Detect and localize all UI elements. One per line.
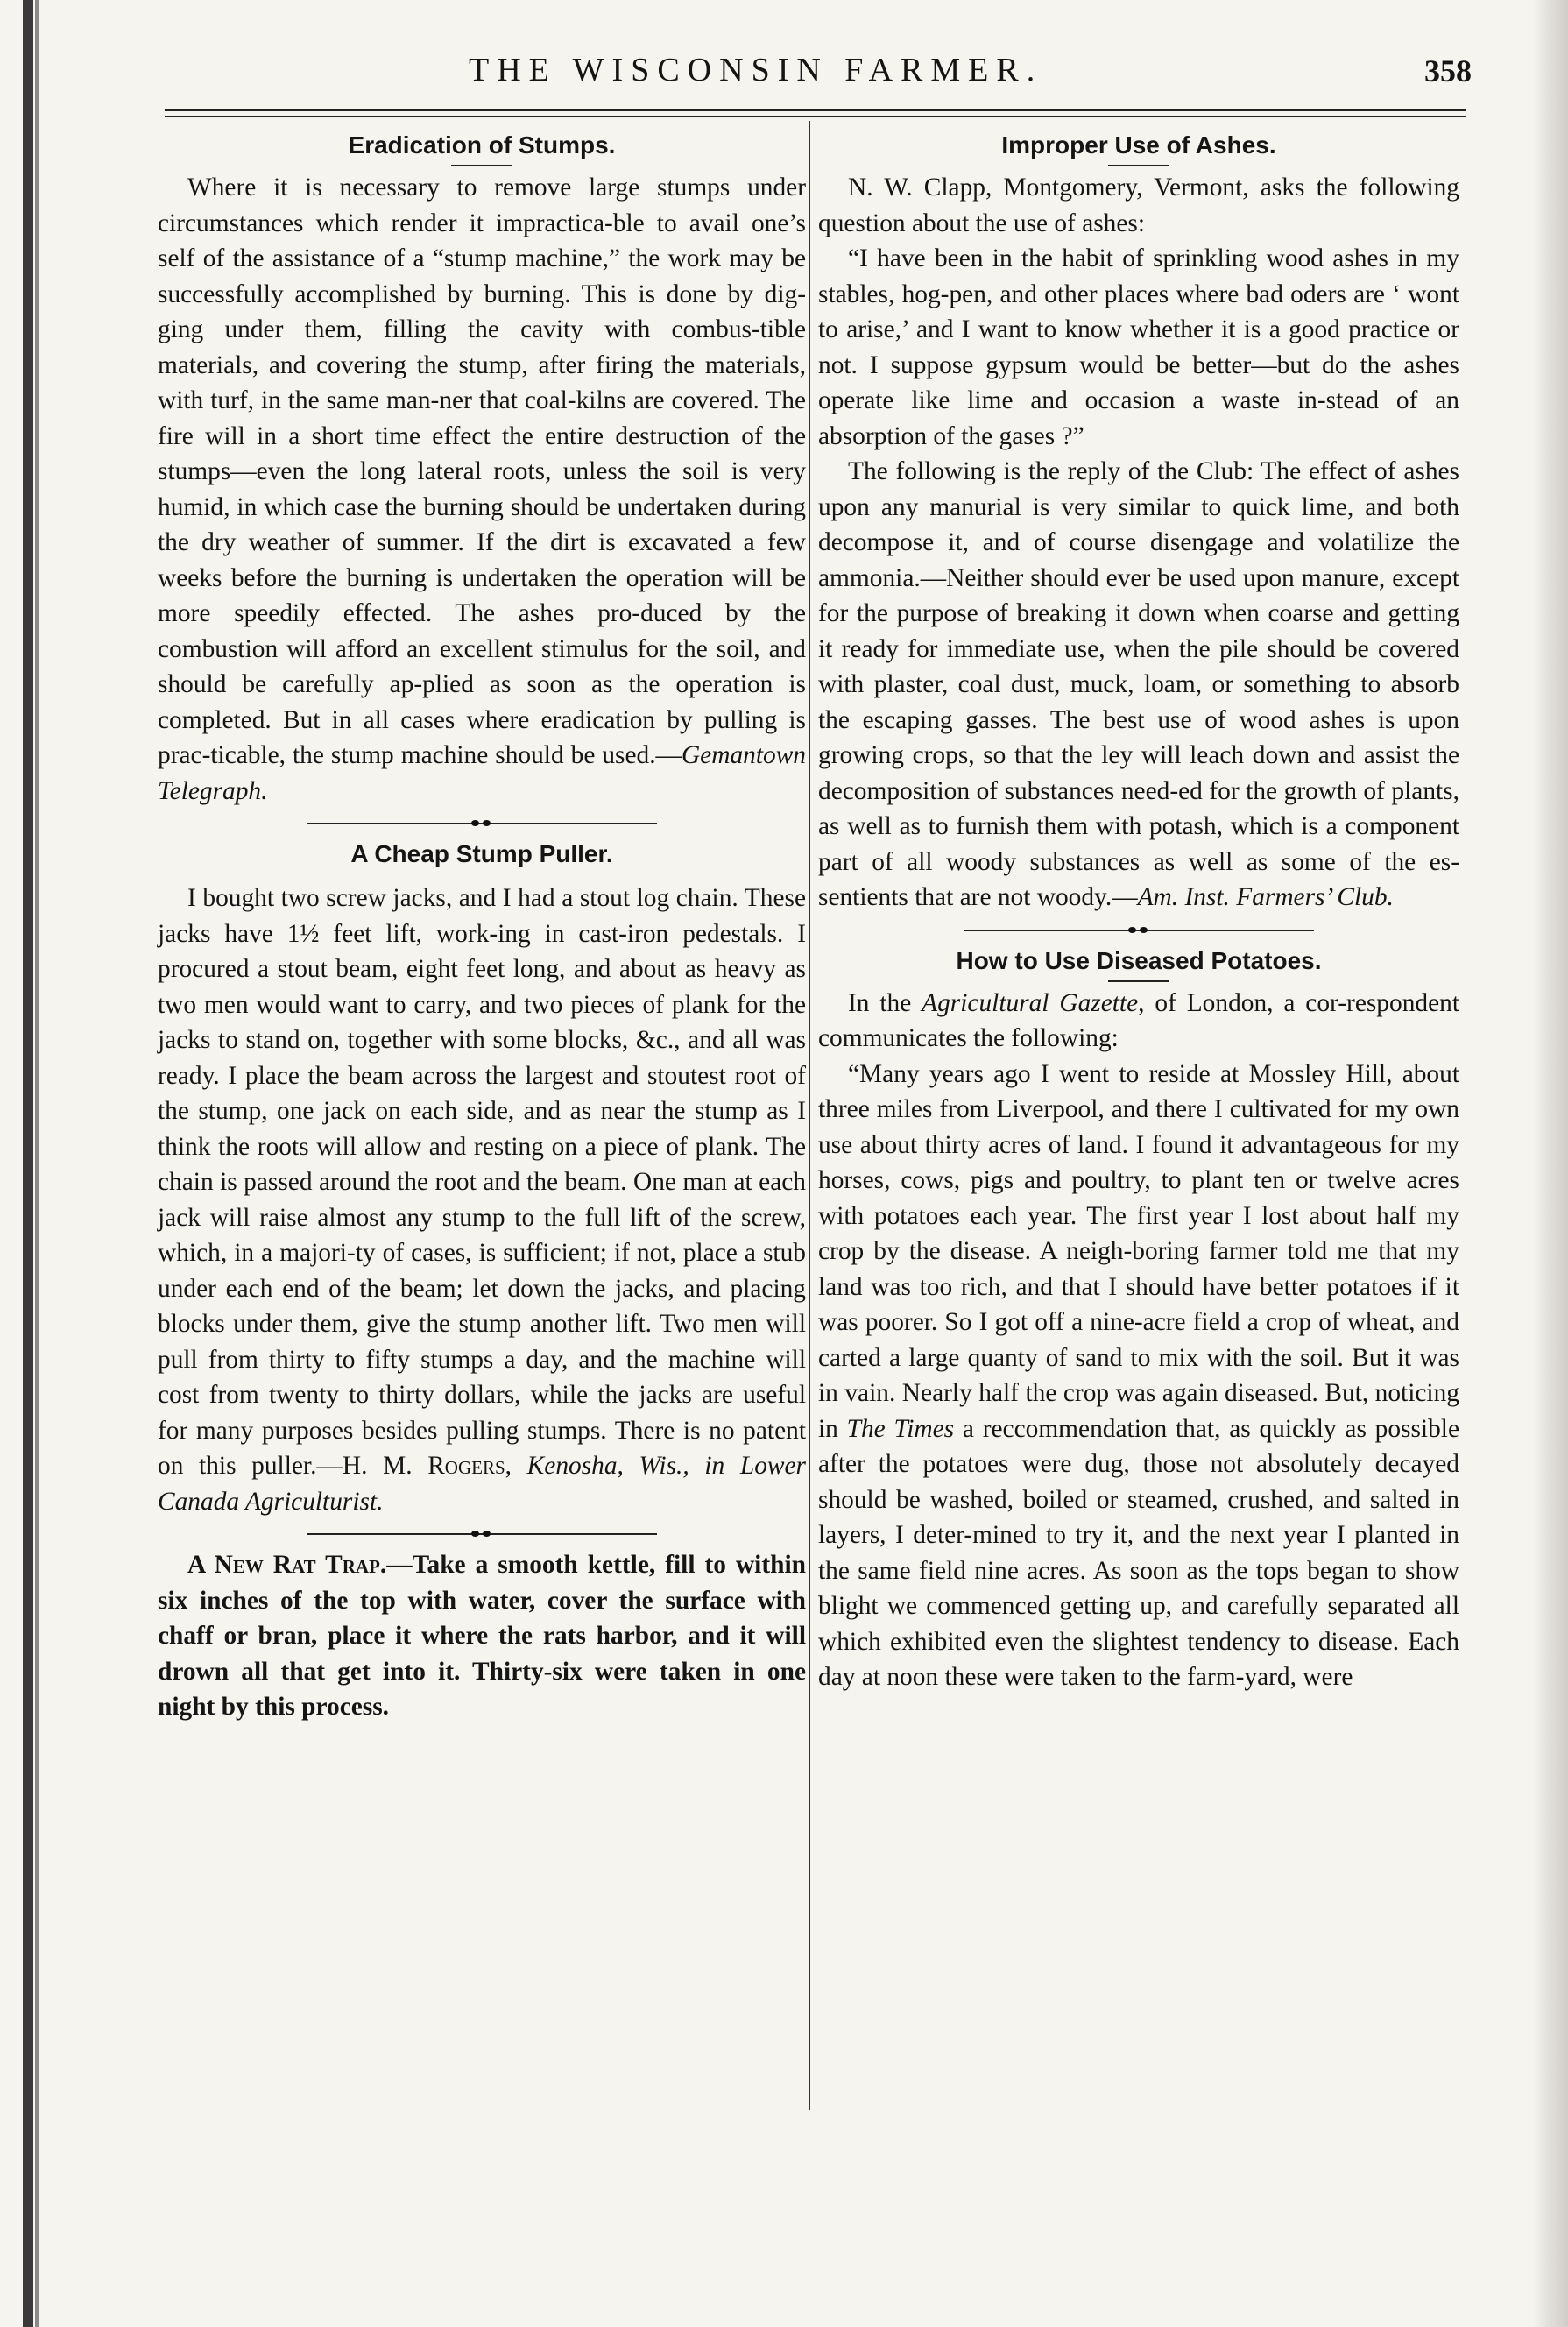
article-body: The following is the reply of the Club: The effect of ashes upon any manurial is very similar to quick lime, and both decompose it, and of course disengage and volatilize the ammonia.—Neither should ever be used upon manure, except for the purpose of breaking it down when coarse and getting it ready for immediate use, when the pile should be covered with plaster, coal dust, muck, loam, or something to absorb the escaping gasses. The best use of wood ashes is upon growing crops, so that the ley will leach down and assist the decomposition of substances need-ed for the growth of plants, as well as to furnish them with potash, which is a component part of all woody substances as well as some of the es-sentients that are not woody.—Am. Inst. Farmers’ Club. xyxy=(818,457,1459,911)
heading-rule xyxy=(1108,980,1169,982)
article-source: Kenosha, Wis., in Lower Canada Agriculturist. xyxy=(158,1452,806,1516)
article-body: Where it is necessary to remove large stumps under circumstances which render it impractica-ble to avail one’s self of the assistance of a “stump machine,” the work may be successfully accomplished by burning. This is done by dig-ging under them, filling the cavity with combus-tible materials, and covering the stump, after firing the materials, with turf, in the same man-ner that coal-kilns are covered. The fire will in a short time effect the entire destruction of the stumps—even the long lateral roots, unless the soil is very humid, in which case the burning should be undertaken during the dry weather of summer. If the dirt is excavated a few weeks before the burning is undertaken the operation will be more speedily effected. The ashes pro-duced by the combustion will afford an excellent stimulus for the soil, and should be carefully ap-plied as soon as the operation is completed. But in all cases where eradication by pulling is prac-ticable, the stump machine should be used.—Gemantown Telegraph. xyxy=(158,173,806,805)
article-stump-puller xyxy=(158,837,806,1519)
article-quote: “Many years ago I went to reside at Mossley Hill, about three miles from Liverpool, and there I cultivated for my own use about thirty acres of land. I found it advantageous for my horses, cows, pigs and poultry, to plant ten or twelve acres with potatoes each year. The first year I lost about half my crop by the disease. A neigh-boring farmer told me that my land was too rich, and that I should have better potatoes if it was poorer. So I got off a nine-acre field a crop of wheat, and carted a large quanty of sand to mix with the soil. But it was in vain. Nearly half the crop was again diseased. But, noticing in The Times a reccommendation that, as quickly as possible after the potatoes were dug, those not absolutely decayed should be washed, boiled or steamed, crushed, and salted in layers, I deter-mined to try it, and the next year I planted in the same field nine acres. As soon as the tops began to show blight we commenced getting up, and carefully separated all which exhibited even the slightest tendency to disease. Each day at noon these were taken to the farm-yard, were xyxy=(818,1059,1459,1691)
article-author: H. M. Rogers, xyxy=(342,1452,512,1480)
masthead-title: THE WISCONSIN FARMER. xyxy=(469,52,1043,88)
page-number: 358 xyxy=(1424,53,1472,88)
article-heading: Eradication of Stumps. xyxy=(348,131,616,159)
binding-edge xyxy=(23,0,33,2327)
article-lead: A New Rat Trap. xyxy=(187,1551,387,1579)
article-rat-trap xyxy=(158,1547,806,1725)
page-header xyxy=(158,51,1472,103)
separator-ornament xyxy=(471,1528,492,1540)
page-edge-shadow xyxy=(1533,0,1568,2327)
article-quote: “I have been in the habit of sprinkling wood ashes in my stables, hog-pen, and other places where bad oders are ‘ wont to arise,’ and I want to know whether it is a good practice or not. I suppose gypsum would be better—but do the ashes operate like lime and occasion a waste in-stead of an absorption of the gases ?” xyxy=(818,244,1459,450)
article-intro: In the Agricultural Gazette, of London, a cor-respondent communicates the following: xyxy=(818,988,1459,1052)
article-heading: How to Use Diseased Potatoes. xyxy=(956,946,1322,974)
binding-edge-inner xyxy=(35,0,39,2327)
article-ashes xyxy=(818,128,1459,916)
article-heading: Improper Use of Ashes. xyxy=(1001,131,1276,159)
separator-ornament xyxy=(1128,924,1149,937)
article-body: A New Rat Trap.—Take a smooth kettle, fill to within six inches of the top with water, cover the surface with chaff or bran, place it where the rats harbor, and it will drown all that get into it. Thirty-six were taken in one night by this process. xyxy=(158,1551,806,1721)
article-body: I bought two screw jacks, and I had a stout log chain. These jacks have 1½ feet lift, work-ing in cast-iron pedestals. I procured a stout beam, eight feet long, and about as heavy as two men would want to carry, and two pieces of plank for the jacks to stand on, together with some blocks, &c., and all was ready. I place the beam across the largest and stoutest root of the stump, one jack on each side, and as near the stump as I think the roots will allow and resting on a piece of plank. The chain is passed around the root and the beam. One man at each jack will raise almost any stump to the full lift of the screw, which, in a majori-ty of cases, is sufficient; if not, place a stub under each end of the beam; let down the jacks, and placing blocks under them, give the stump another lift. Two men will pull from thirty to fifty stumps a day, and the machine will cost from twenty to thirty dollars, while the jacks are useful for many purposes besides pulling stumps. There is no patent on this puller.—H. M. Rogers, Kenosha, Wis., in Lower Canada Agriculturist. xyxy=(158,884,806,1516)
header-rule xyxy=(165,109,1466,111)
article-source: Am. Inst. Farmers’ Club. xyxy=(1137,883,1394,911)
heading-rule xyxy=(451,165,512,166)
article-separator xyxy=(307,823,657,824)
article-potatoes xyxy=(818,944,1459,1695)
article-separator xyxy=(307,1533,657,1535)
separator-ornament xyxy=(471,817,492,830)
article-stumps xyxy=(158,128,806,809)
column-divider xyxy=(809,121,810,2110)
article-intro: N. W. Clapp, Montgomery, Vermont, asks the following question about the use of ashes: xyxy=(818,173,1459,237)
left-column xyxy=(158,128,806,1725)
heading-rule xyxy=(1108,165,1169,166)
right-column xyxy=(818,128,1459,1695)
article-source: Gemantown Telegraph. xyxy=(158,741,806,805)
header-rule-thin xyxy=(165,116,1466,117)
article-separator xyxy=(964,930,1314,931)
article-heading: A Cheap Stump Puller. xyxy=(350,840,613,867)
